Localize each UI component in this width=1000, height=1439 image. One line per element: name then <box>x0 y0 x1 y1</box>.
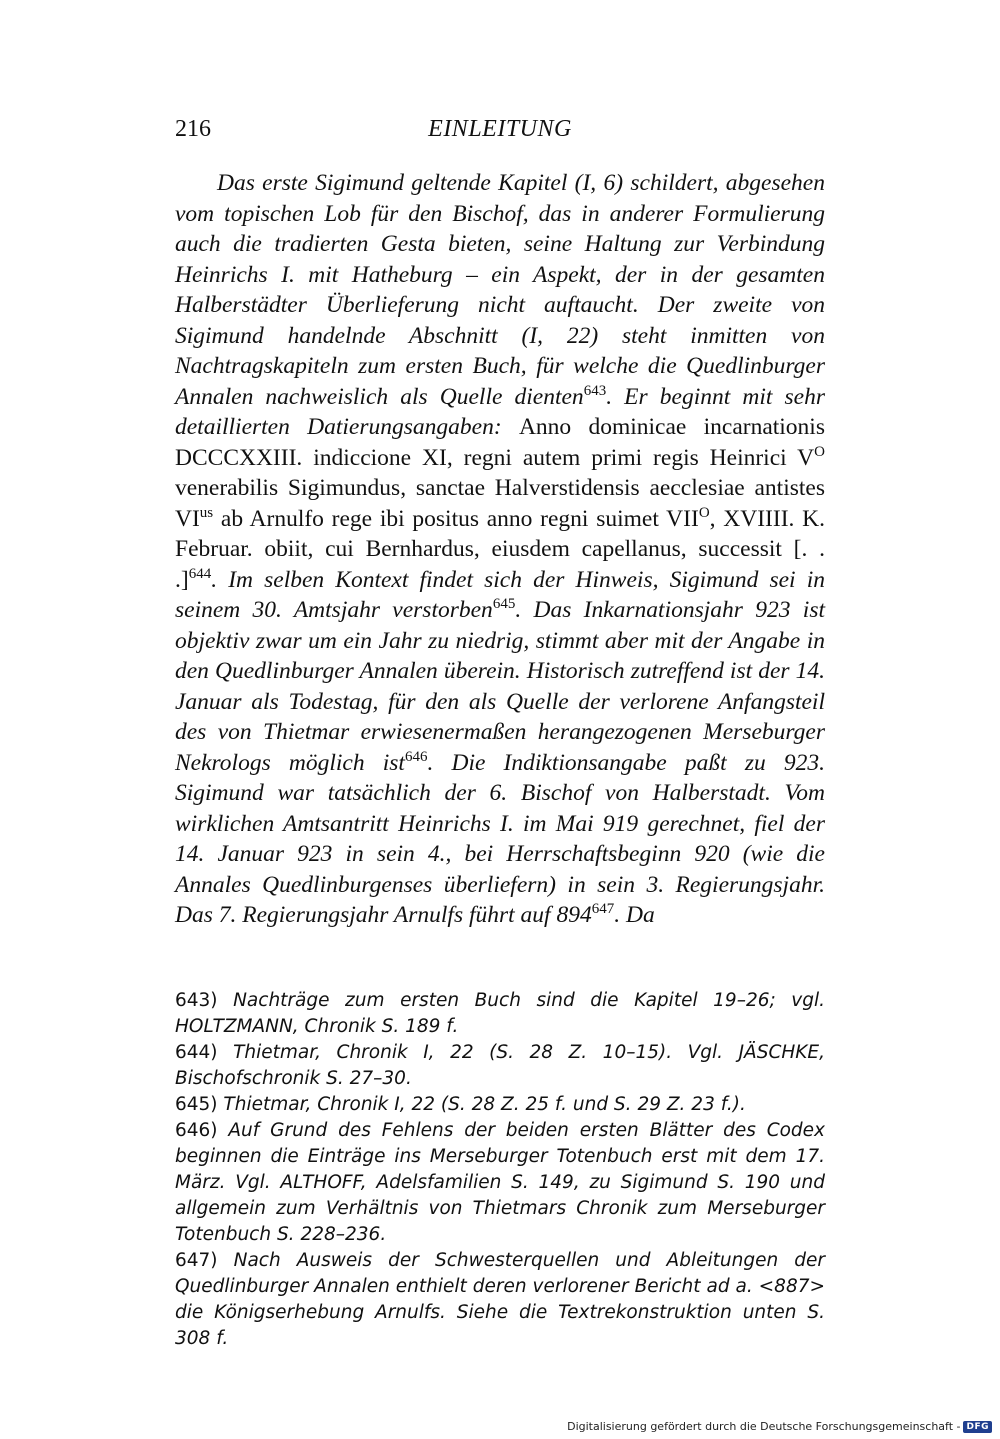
superscript: O <box>698 504 710 521</box>
text-segment: . Das Inkarnationsjahr 923 ist objektiv zwar um ein Jahr zu niedrig, stimmt aber mit der Angabe in den Quedlinburger Annalen überein. Historisch zutreffend ist der 14. Januar als Todestag, für den als Quelle der verlorene Anfangsteil des von Thietmar erwiesenermaßen herangezogenen Merseburger Nekrologs möglich ist <box>175 597 826 776</box>
main-text <box>175 168 825 931</box>
footnote-number: 644) <box>175 1042 218 1063</box>
footnotes <box>175 988 825 1352</box>
footnote-647 <box>175 1248 825 1352</box>
footnote-text: Nachträge zum ersten Buch sind die Kapitel 19–26; vgl. HOLTZMANN, Chronik S. 189 f. <box>175 990 825 1037</box>
footnote-text: Auf Grund des Fehlens der beiden ersten Blätter des Codex beginnen die Einträge ins Merseburger Totenbuch erst mit dem 17. März. Vgl. ALTHOFF, Adelsfamilien S. 149, zu Sigimund S. 190 und allgemein zum Verhältnis von Thietmars Chronik zum Merseburger Totenbuch S. 228–236. <box>175 1120 826 1245</box>
credit-text: Digitalisierung gefördert durch die Deutsche Forschungsgemeinschaft - <box>567 1420 961 1433</box>
running-title: EINLEITUNG <box>428 116 572 142</box>
text-segment: . Da <box>614 902 655 928</box>
footnote-ref-645[interactable]: 645 <box>492 596 516 612</box>
latin-quote: ab Arnulfo rege ibi positus anno regni suimet VII <box>213 505 699 532</box>
superscript: us <box>199 504 214 521</box>
footnote-number: 643) <box>175 990 218 1011</box>
page-number: 216 <box>175 116 211 142</box>
dfg-logo-icon: DFG <box>963 1421 992 1433</box>
footnote-645 <box>175 1092 825 1118</box>
footnote-number: 645) <box>175 1094 218 1115</box>
footnote-text: Nach Ausweis der Schwesterquellen und Ableitungen der Quedlinburger Annalen enthielt deren verlorener Bericht ad a. <887> die Königserhebung Arnulfs. Siehe die Textrekonstruktion unten S. 308 f. <box>175 1250 825 1349</box>
footnote-ref-643[interactable]: 643 <box>583 382 607 399</box>
text-segment: . Er beginnt mit sehr detaillierten Datierungsangaben: <box>175 383 825 440</box>
footnote-number: 647) <box>175 1250 218 1271</box>
text-segment: Das erste Sigimund geltende Kapitel (I, 6) schildert, abgesehen vom topischen Lob für den Bischof, das in anderer Formulierung auch die tradierten Gesta bieten, seine Haltung zur Verbindung Heinrichs I. mit Hatheburg – ein Aspekt, der in der gesamten Halberstädter Überlieferung nicht auftaucht. Der zweite von Sigimund handelnde Abschnitt (I, 22) steht inmitten von Nachtragskapiteln zum ersten Buch, für welche die Quedlinburger Annalen nachweislich als Quelle dienten <box>175 170 825 410</box>
digitization-credit <box>567 1420 992 1433</box>
footnote-ref-647[interactable]: 647 <box>591 901 615 917</box>
text-segment: . Die Indiktionsangabe paßt zu 923. Sigimund war tatsächlich der 6. Bischof von Halberstadt. Vom wirklichen Amtsantritt Heinrichs I. im Mai 919 gerechnet, fiel der 14. Januar 923 in sein 4., bei Herrschaftsbeginn 920 (wie die Annales Quedlinburgenses überliefern) in sein 3. Regierungsjahr. Das 7. Regierungsjahr Arnulfs führt auf 894 <box>175 749 825 928</box>
footnote-643 <box>175 988 825 1040</box>
footnote-number: 646) <box>175 1120 218 1141</box>
superscript: O <box>814 443 825 460</box>
footnote-644 <box>175 1040 825 1092</box>
footnote-646 <box>175 1118 825 1248</box>
footnote-ref-646[interactable]: 646 <box>404 748 428 765</box>
latin-quote: Anno dominicae incarnationis DCCCXXIII. indiccione XI, regni autem primi regis Heinrici V <box>175 414 825 471</box>
body-paragraph <box>175 168 825 931</box>
text-segment: . Im selben Kontext findet sich der Hinweis, Sigimund sei in seinem 30. Amtsjahr verstorben <box>175 566 825 623</box>
footnote-text: Thietmar, Chronik I, 22 (S. 28 Z. 10–15). Vgl. JÄSCHKE, Bischofschronik S. 27–30. <box>175 1042 825 1089</box>
footnote-text: Thietmar, Chronik I, 22 (S. 28 Z. 25 f. und S. 29 Z. 23 f.). <box>223 1094 746 1115</box>
footnote-ref-644[interactable]: 644 <box>188 565 212 582</box>
page-header <box>175 112 825 146</box>
latin-quote: , XVIIII. K. Februar. obiit, cui Bernhardus, eiusdem capellanus, successit [. . .] <box>175 505 825 593</box>
latin-quote: venerabilis Sigimundus, sanctae Halverstidensis aecclesiae antistes VI <box>175 475 825 532</box>
